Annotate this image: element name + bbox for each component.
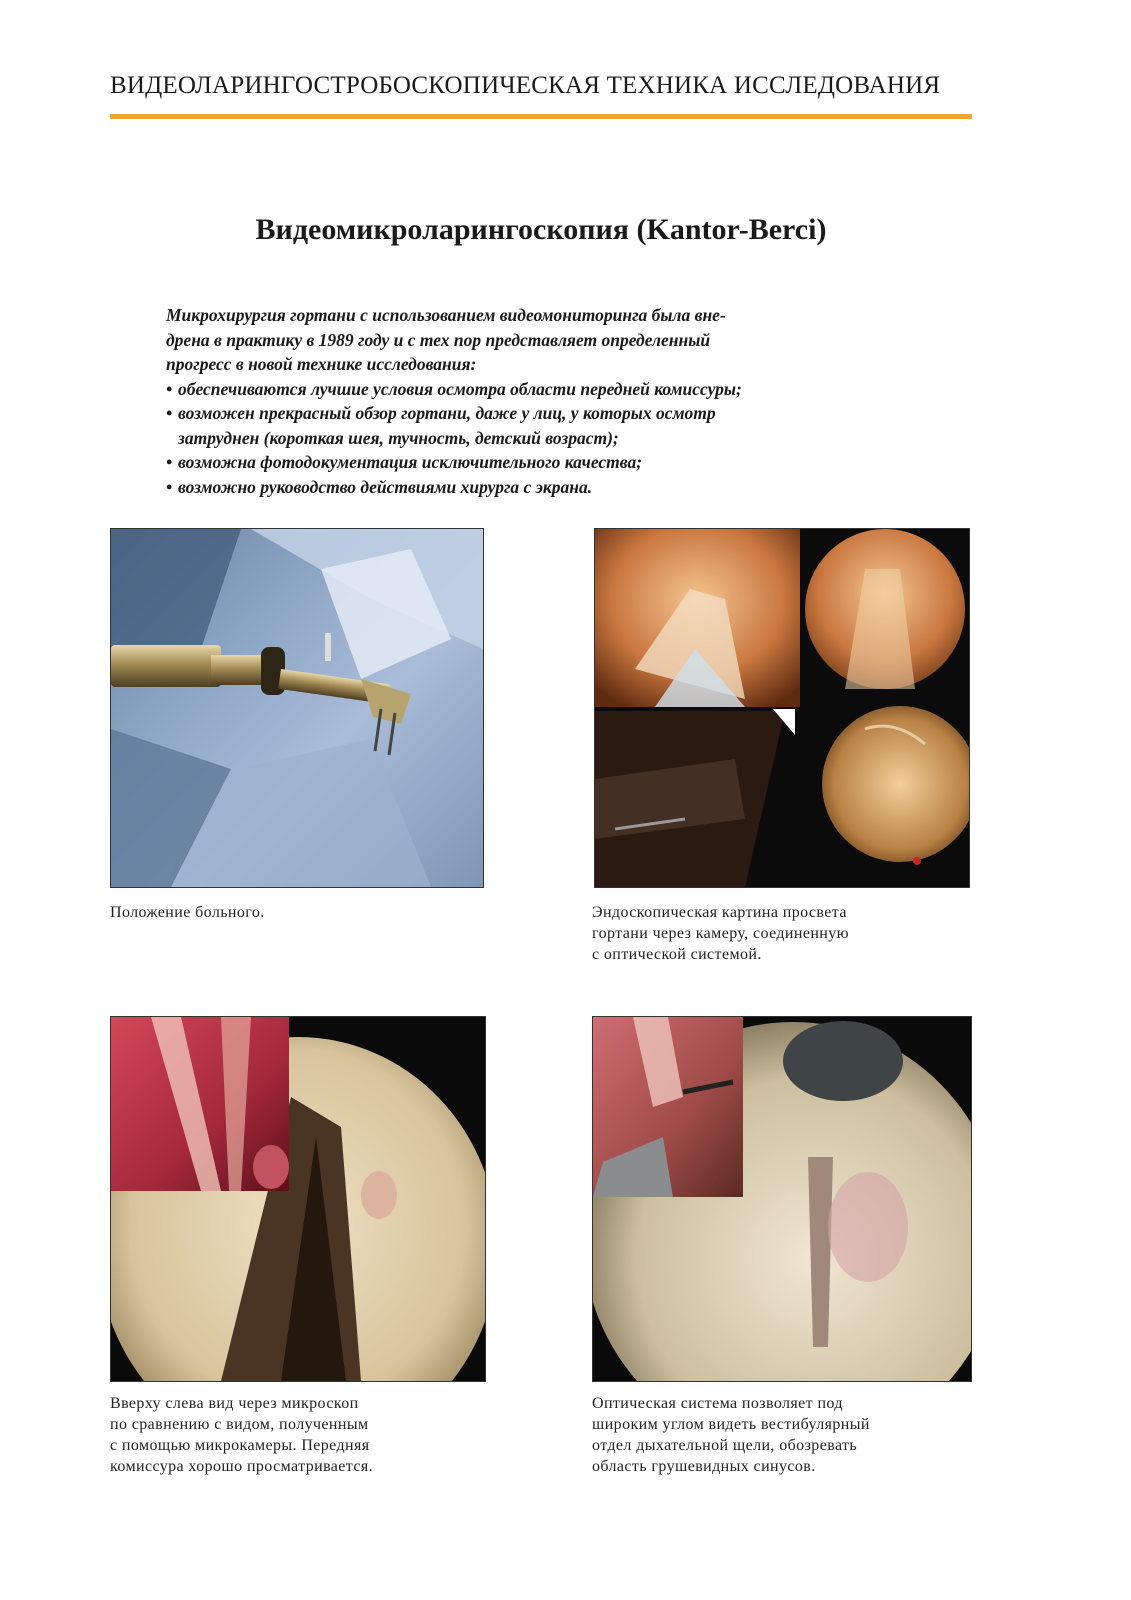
intro-line: дрена в практику в 1989 году и с тех пор представляет определенный [166, 329, 711, 350]
benefit-item [166, 401, 926, 450]
caption-line: комиссура хорошо просматривается. [110, 1458, 374, 1475]
figure-endoscopic-views-photo [594, 528, 970, 888]
caption-line: Эндоскопическая картина просвета [592, 904, 847, 921]
figure-caption [592, 902, 972, 965]
caption-line: с оптической системой. [592, 946, 762, 963]
caption-line: Оптическая система позволяет под [592, 1395, 843, 1412]
figure-caption [110, 902, 490, 923]
figure-microscope-comparison-photo [110, 1016, 486, 1382]
caption-line: область грушевидных синусов. [592, 1458, 816, 1475]
intro-line: Микрохирургия гортани с использованием видеомониторинга была вне- [166, 305, 726, 325]
intro-line: прогресс в новой технике исследования: [166, 354, 477, 374]
running-header: ВИДЕОЛАРИНГОСТРОБОСКОПИЧЕСКАЯ ТЕХНИКА ИССЛЕДОВАНИЯ [110, 72, 941, 99]
figure-caption [592, 1393, 977, 1477]
page-title: Видеомикроларингоскопия (Kantor-Berci) [255, 213, 827, 246]
benefit-item [166, 475, 926, 500]
benefit-text: возможна фотодокументация исключительного качества; [178, 452, 643, 472]
caption-line: Положение больного. [110, 904, 265, 921]
figure-wide-angle-view-photo [592, 1016, 972, 1382]
caption-line: отдел дыхательной щели, обозревать [592, 1437, 858, 1454]
caption-line: Вверху слева вид через микроскоп [110, 1395, 359, 1412]
benefit-list [166, 377, 926, 500]
caption-line: широким углом видеть вестибулярный [592, 1416, 870, 1433]
figure-patient-position-photo [110, 528, 484, 888]
caption-line: по сравнению с видом, полученным [110, 1416, 369, 1433]
caption-line: гортани через камеру, соединенную [592, 925, 850, 942]
benefit-item [166, 377, 926, 402]
benefit-text: затруднен (короткая шея, тучность, детский возраст); [178, 427, 619, 448]
caption-line: с помощью микрокамеры. Передняя [110, 1437, 370, 1454]
benefit-text: обеспечиваются лучшие условия осмотра области передней комиссуры; [178, 378, 742, 399]
benefit-text: возможен прекрасный обзор гортани, даже у лиц, у которых осмотр [178, 403, 716, 423]
intro-text [166, 303, 926, 499]
benefit-text: возможно руководство действиями хирурга с экрана. [178, 476, 593, 497]
benefit-item [166, 450, 926, 475]
figure-caption [110, 1393, 490, 1477]
header-rule [110, 114, 972, 119]
